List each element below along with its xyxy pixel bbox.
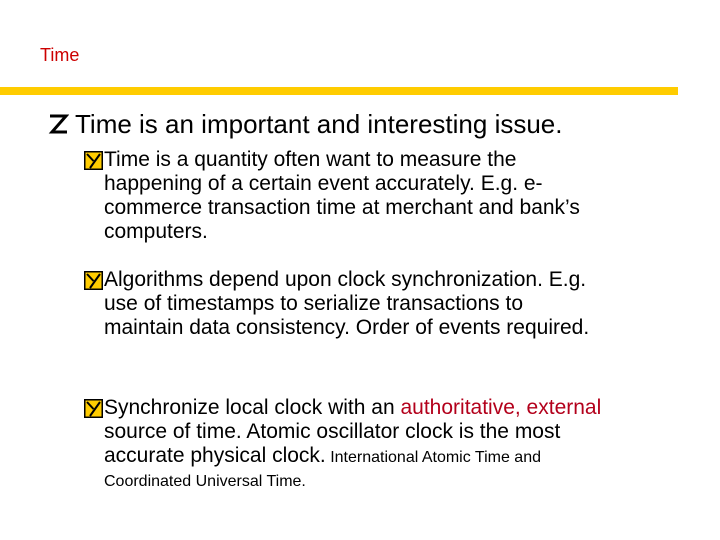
- sub-bullet-2-line-3: maintain data consistency. Order of events required.: [104, 316, 590, 339]
- slide-title: Time: [40, 45, 80, 65]
- z-bullet-icon: [47, 109, 75, 139]
- highlighted-text: authoritative, external: [400, 396, 602, 419]
- main-bullet-text: Time is an important and interesting issue.: [75, 109, 563, 139]
- sub-bullet-3-line-4: Coordinated Universal Time.: [104, 473, 306, 490]
- checkbox-y-icon: [84, 399, 103, 418]
- checkbox-y-icon: [84, 271, 103, 290]
- sub-bullet-3-line-3: [84, 444, 694, 470]
- sub-bullet-3-text: Synchronize local clock with an: [104, 396, 401, 419]
- sub-bullet-2-line-1: Algorithms depend upon clock synchronization. E.g.: [104, 268, 587, 291]
- sub-bullet-1-line-1: Time is a quantity often want to measure the: [104, 148, 517, 171]
- sub-bullet-3-line-2: source of time. Atomic oscillator clock is the most: [104, 420, 561, 443]
- sub-bullet-2: [84, 268, 694, 340]
- checkbox-y-icon: [84, 151, 103, 170]
- sub-bullet-1-line-2: happening of a certain event accurately. E.g. e-: [104, 172, 543, 195]
- sub-bullet-2-line-2: use of timestamps to serialize transactions to: [104, 292, 524, 315]
- sub-bullet-1-line-3: commerce transaction time at merchant and bank’s: [104, 196, 580, 219]
- title-rule: [0, 87, 678, 95]
- sub-bullet-1-line-4: computers.: [104, 220, 208, 243]
- main-bullet: [47, 109, 687, 139]
- sub-bullet-3-line-3-small: International Atomic Time and: [325, 449, 541, 466]
- sub-bullet-3-line-3-main: accurate physical clock.: [104, 444, 326, 467]
- sub-bullet-3-line-1: [84, 396, 694, 420]
- sub-bullet-1: [84, 148, 694, 244]
- sub-bullet-3: [84, 396, 694, 494]
